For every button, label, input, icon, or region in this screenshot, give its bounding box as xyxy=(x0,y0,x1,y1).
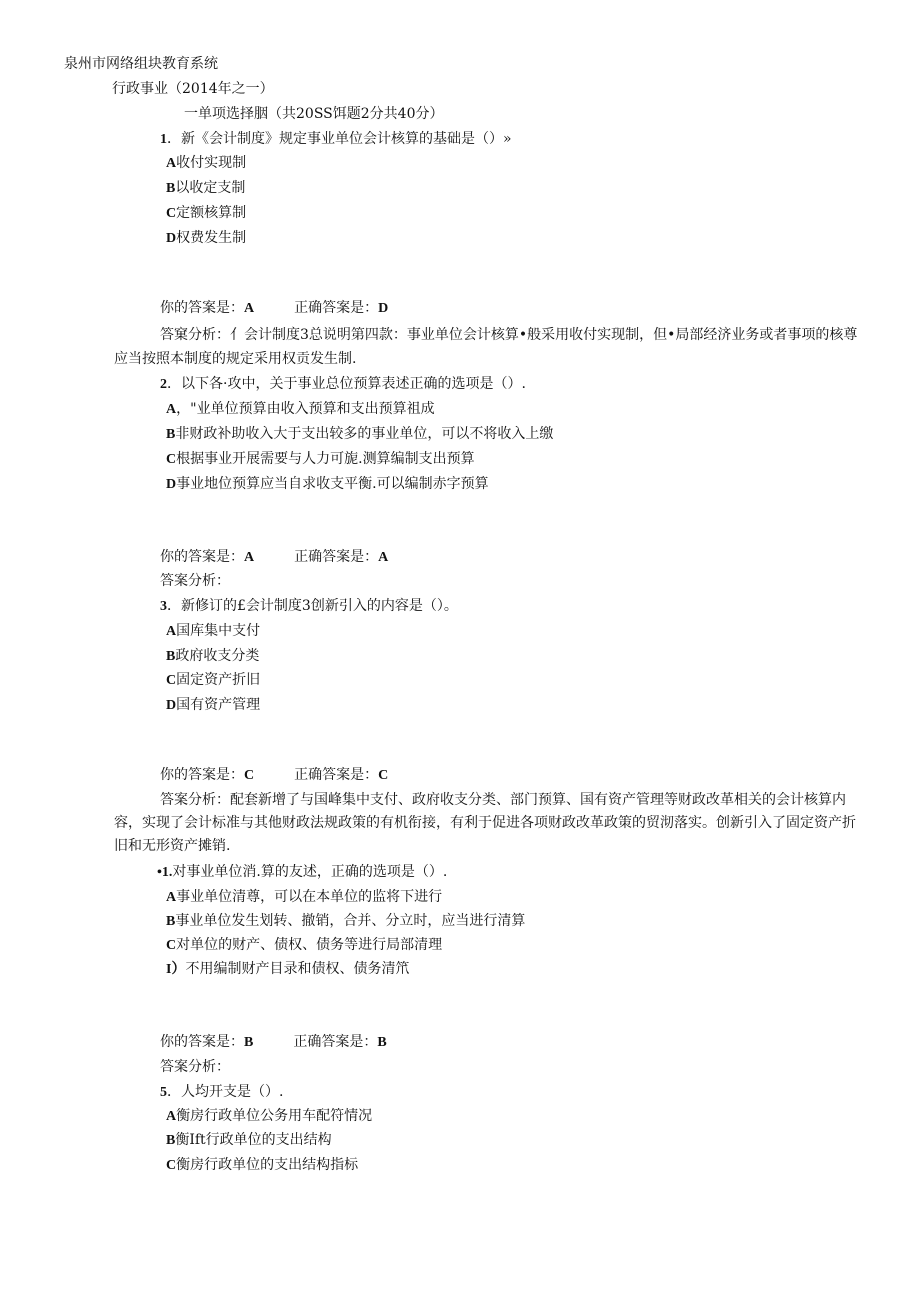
analysis-3: 答案分析：配套新增了与国峰集中支付、政府收支分类、部门预算、国有资产管理等财政改革相关的会计核算内容，实现了会计标准与其他财政法规政策的有机衔接，有利于促进各项财政改革政策的贸沏落实。创新引入了固定资产折旧和无形资产摊销. xyxy=(114,792,856,854)
correct-answer: D xyxy=(378,301,389,316)
option-2c[interactable]: C根据事业开展需要与人力可旎.测算编制支出预算 xyxy=(166,451,475,467)
your-answer: B xyxy=(244,1035,254,1050)
option-3a[interactable]: A国库集中支付 xyxy=(166,623,261,639)
question-text: ．人均开支是（）. xyxy=(167,1084,284,1100)
your-answer: A xyxy=(244,550,255,565)
question-5 xyxy=(160,1082,283,1103)
analysis-4: 答案分析： xyxy=(160,1059,230,1075)
your-answer: A xyxy=(244,301,255,316)
answer-row-1: 你的答案是：A 正确答案是：D xyxy=(160,300,389,316)
answer-row-2: 你的答案是：A 正确答案是：A xyxy=(160,549,389,565)
option-5a[interactable]: A衡房行政单位公务用车配符情况 xyxy=(166,1108,373,1124)
option-3c[interactable]: C固定资产折旧 xyxy=(166,672,261,688)
option-1a[interactable]: A收付实现制 xyxy=(166,155,247,171)
option-3d[interactable]: D国有资产管理 xyxy=(166,697,261,713)
question-text: ．以下各·攻中，关于事业总位预算表述正确的选项是（）. xyxy=(167,376,526,392)
answer-row-4: 你的答案是：B 正确答案是：B xyxy=(160,1034,387,1050)
question-4 xyxy=(157,862,447,883)
question-2 xyxy=(160,374,526,395)
answer-row-3: 你的答案是：C 正确答案是：C xyxy=(160,767,389,783)
question-text: ．新修订的£会计制度3创新引入的内容是（）。 xyxy=(167,598,458,614)
question-number: •1. xyxy=(157,865,173,880)
exam-subtitle: 行政事业（2014年之一） xyxy=(112,81,274,97)
option-4a[interactable]: A事业单位清尊，可以在本单位的监将下进行 xyxy=(166,889,443,905)
question-number: 1 xyxy=(160,132,167,147)
option-5c[interactable]: C衡房行政单位的支出结构指标 xyxy=(166,1157,359,1173)
question-1 xyxy=(160,129,512,150)
question-number: 3 xyxy=(160,599,167,614)
analysis-2: 答案分析： xyxy=(160,573,230,589)
analysis-1: 答窠分析：亻会计制度3总说明第四款：事业单位会计核算•般采用收付实现制，但•局部经济业务或者事项的核尊应当按照本制度的规定采用权贡发生制. xyxy=(114,327,858,367)
question-3 xyxy=(160,596,458,617)
option-4b[interactable]: B事业单位发生划转、撤销，合并、分立时，应当进行清算 xyxy=(166,913,526,929)
option-2d[interactable]: D事业地位预算应当自求收支平衡.可以编制赤字预算 xyxy=(166,476,489,492)
option-4c[interactable]: C对单位的财产、债权、债务等进行局部清理 xyxy=(166,937,443,953)
option-1d[interactable]: D权费发生制 xyxy=(166,230,247,246)
correct-answer: A xyxy=(378,550,389,565)
question-number: 5 xyxy=(160,1085,167,1100)
option-2a[interactable]: A，"业单位预算由收入预算和支出预算祖成 xyxy=(166,401,435,417)
question-text: ．新《会计制度》规定事业单位会计核算的基础是（）» xyxy=(167,131,512,147)
question-number: 2 xyxy=(160,377,167,392)
option-5b[interactable]: B衡Ift行政单位的支出结构 xyxy=(166,1132,332,1148)
option-1c[interactable]: C定额核算制 xyxy=(166,205,247,221)
option-3b[interactable]: B政府收支分类 xyxy=(166,648,260,664)
option-4d[interactable]: I）不用编制财产目录和债权、债务清笊 xyxy=(166,961,410,977)
correct-answer: C xyxy=(378,768,389,783)
system-name: 泉州市网络组块教育系统 xyxy=(64,56,218,72)
your-answer: C xyxy=(244,768,255,783)
option-2b[interactable]: B非财政补助收入大于支出较多的事业单位，可以不将收入上缴 xyxy=(166,426,554,442)
question-text: 对事业单位消.算的友述，正确的选项是（）. xyxy=(172,864,448,880)
section-title: 一单项选择胭（共20SS饵题2分共40分） xyxy=(184,106,444,122)
option-1b[interactable]: B以收定支制 xyxy=(166,180,246,196)
correct-answer: B xyxy=(377,1035,387,1050)
